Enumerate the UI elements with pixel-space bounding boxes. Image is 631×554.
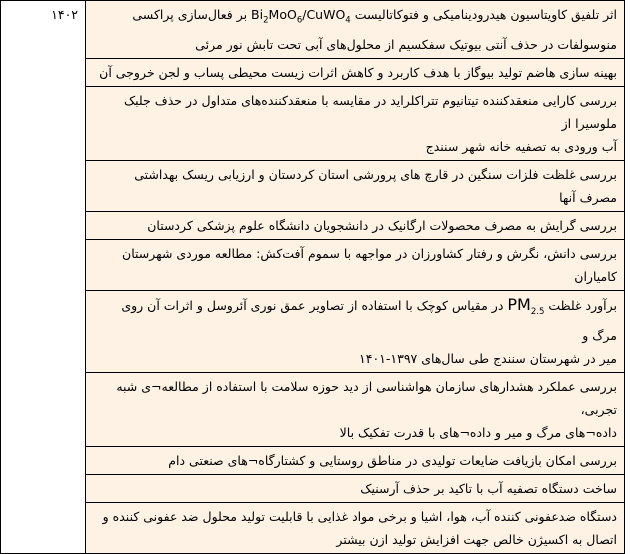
project-title-line: بررسی گرایش به مصرف محصولات ارگانیک در دانشجویان دانشگاه علوم پزشکی کردستان xyxy=(147,217,617,233)
project-title-cell xyxy=(86,290,625,372)
project-title-cell xyxy=(86,446,625,474)
project-title-line: میر در شهرستان سنندج طی سال‌های ۱۳۹۷-۱۴۰۱ xyxy=(359,350,617,366)
project-title-line: بررسی دانش، نگرش و رفتار کشاورزان در مواجهه با سموم آفت‌کش: مطالعه موردی شهرستان کامیاران xyxy=(122,245,617,284)
chemical-formula: $Bi_2MoO_6/CuWO_4$ xyxy=(251,7,351,26)
table-row xyxy=(1,372,625,446)
table-row xyxy=(1,86,625,160)
project-title-cell xyxy=(86,86,625,160)
table-row xyxy=(1,1,625,59)
table-row xyxy=(1,211,625,239)
project-title-text: برآورد غلظت xyxy=(544,297,617,313)
project-title-line: بهینه سازی هاضم تولید بیوگاز با هدف کاربرد و کاهش اثرات زیست محیطی پساب و لجن خروجی آن xyxy=(99,64,617,80)
project-title-cell xyxy=(86,211,625,239)
project-title-line: بررسی امکان بازیافت ضایعات تولیدی در مناطق روستایی و کشتارگاه¬های صنعتی دام xyxy=(168,452,617,468)
project-title-line: بررسی عملکرد هشدارهای سازمان هواشناسی از دید حوزه سلامت با استفاده از مطالعه¬ی شبه تجربی، xyxy=(116,378,617,417)
project-title-line: ساخت دستگاه تصفیه آب با تاکید بر حذف آرسنیک xyxy=(360,480,617,496)
table-row xyxy=(1,58,625,86)
table-row xyxy=(1,290,625,372)
project-title-cell xyxy=(86,1,625,59)
project-title-cell xyxy=(86,474,625,502)
project-title-text: در مقیاس کوچک با استفاده از تصاویر عمق نوری آئروسل و اثرات آن روی مرگ و xyxy=(121,297,617,343)
project-title-cell xyxy=(86,58,625,86)
project-title-cell xyxy=(86,239,625,290)
project-title-line: بررسی غلظت فلزات سنگین در قارچ های پرورشی استان کردستان و ارزیابی ریسک بهداشتی مصرف آنها xyxy=(134,166,617,205)
project-title-cell xyxy=(86,502,625,553)
pm25-label: $PM_{2.5}$ xyxy=(507,294,545,317)
project-title-line: داده¬های مرگ و میر و داده¬های با قدرت تفکیک بالا xyxy=(339,424,617,440)
year-cell xyxy=(1,1,86,554)
table-row xyxy=(1,502,625,553)
project-title-cell xyxy=(86,372,625,446)
project-title-line: بررسی کارایی منعقدکننده تیتانیوم تتراکلراید در مقایسه با منعقدکننده‌های متداول در حذف جلبک ملوسیرا از xyxy=(123,92,617,131)
project-title-line: دستگاه ضدعفونی کننده آب، هوا، اشیا و برخی مواد غذایی با قابلیت تولید محلول ضد عفونی کننده و xyxy=(102,508,617,524)
table-row xyxy=(1,474,625,502)
table-row xyxy=(1,446,625,474)
project-title-line: آب ورودی به تصفیه خانه شهر سنندج xyxy=(425,138,617,154)
project-title-cell xyxy=(86,160,625,211)
project-title-text: اثر تلفیق کاویتاسیون هیدرودینامیکی و فتوکاتالیست xyxy=(350,7,617,22)
project-title-line xyxy=(93,293,617,347)
project-title-line: منوسولفات در حذف آنتی بیوتیک سفکسیم از محلول‌های آبی تحت تابش نور مرئی xyxy=(195,36,617,52)
table-row xyxy=(1,160,625,211)
project-title-line: اتصال به اکسیژن خالص جهت افزایش تولید ازن بیشتر xyxy=(336,531,617,547)
project-title-line xyxy=(93,3,617,33)
year-label: ۱۴۰۲ xyxy=(51,7,78,22)
table-row xyxy=(1,239,625,290)
project-title-text: بر فعال‌سازی پراکسی xyxy=(132,7,252,22)
